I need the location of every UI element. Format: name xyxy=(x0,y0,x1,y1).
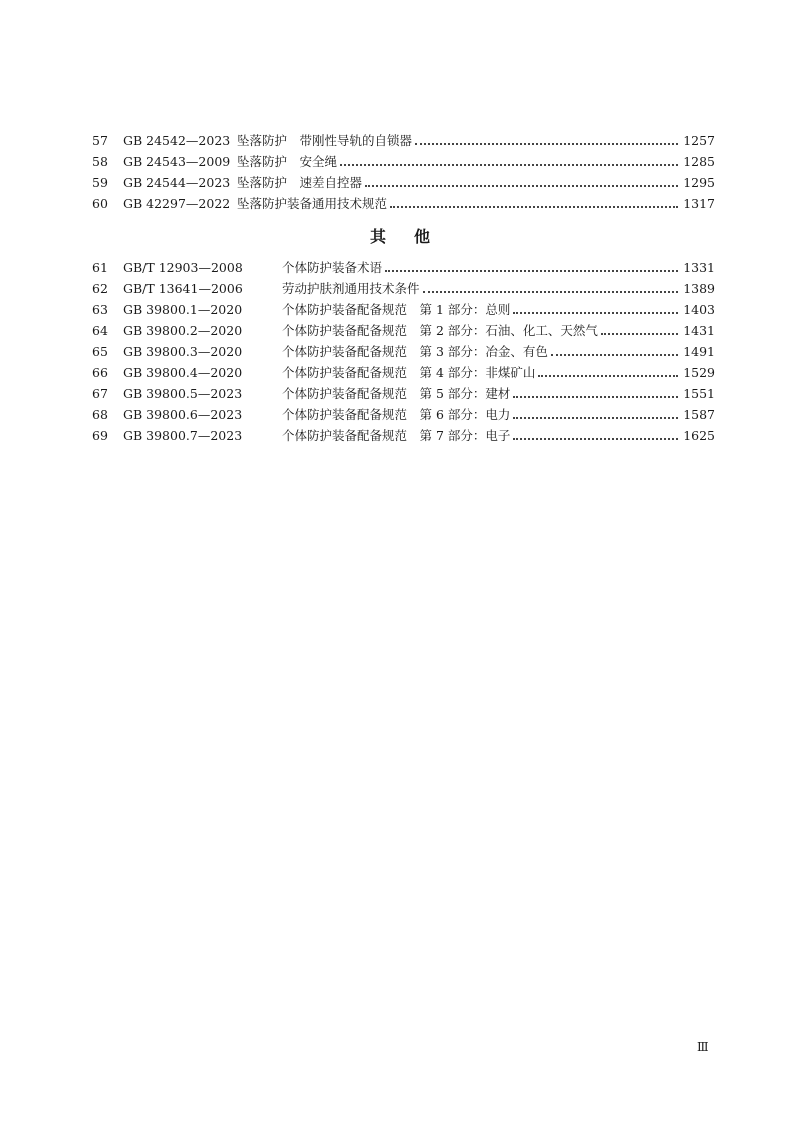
page-number: 1295 xyxy=(683,175,715,190)
page-number: 1625 xyxy=(683,428,715,443)
page-number: 1403 xyxy=(683,302,715,317)
toc-entry[interactable] xyxy=(92,404,715,425)
entry-title: 个体防护装备配备规范 第 2 部分：石油、化工、天然气 xyxy=(282,323,598,338)
entry-number: 60 xyxy=(92,196,108,211)
toc-group-other xyxy=(92,257,715,446)
entry-number: 63 xyxy=(92,302,108,317)
dot-leader xyxy=(390,193,678,214)
page-number: 1257 xyxy=(683,133,715,148)
entry-title: 坠落防护 速差自控器 xyxy=(237,175,363,190)
dot-leader xyxy=(423,278,678,299)
entry-title: 劳动护肤剂通用技术条件 xyxy=(282,281,420,296)
dot-leader xyxy=(365,172,678,193)
entry-number: 61 xyxy=(92,260,108,275)
dot-leader xyxy=(513,299,678,320)
entry-title: 坠落防护 带刚性导轨的自锁器 xyxy=(237,133,413,148)
toc-entry[interactable] xyxy=(92,299,715,320)
page-number: 1317 xyxy=(683,196,715,211)
entry-number: 62 xyxy=(92,281,108,296)
standard-code: GB 24542—2023 xyxy=(123,133,231,148)
dot-leader xyxy=(340,151,678,172)
dot-leader xyxy=(538,362,678,383)
standard-code: GB 24544—2023 xyxy=(123,175,231,190)
dot-leader xyxy=(601,320,678,341)
toc-entry[interactable] xyxy=(92,193,715,214)
entry-number: 65 xyxy=(92,344,108,359)
section-heading-other: 其他 xyxy=(369,227,458,246)
dot-leader xyxy=(415,130,678,151)
standard-code: GB/T 12903—2008 xyxy=(123,260,243,275)
toc-entry[interactable] xyxy=(92,362,715,383)
dot-leader xyxy=(385,257,678,278)
standard-code: GB 39800.5—2023 xyxy=(123,386,243,401)
toc-entry[interactable] xyxy=(92,320,715,341)
standard-code: GB 39800.7—2023 xyxy=(123,428,243,443)
standard-code: GB 42297—2022 xyxy=(123,196,231,211)
toc-group-fall-protection xyxy=(92,130,715,214)
standard-code: GB 39800.6—2023 xyxy=(123,407,243,422)
entry-title: 个体防护装备配备规范 第 1 部分：总则 xyxy=(282,302,511,317)
entry-number: 57 xyxy=(92,133,108,148)
entry-title: 个体防护装备配备规范 第 3 部分：冶金、有色 xyxy=(282,344,548,359)
entry-number: 59 xyxy=(92,175,108,190)
standard-code: GB 39800.4—2020 xyxy=(123,365,243,380)
entry-title: 个体防护装备术语 xyxy=(282,260,383,275)
standard-code: GB/T 13641—2006 xyxy=(123,281,243,296)
entry-number: 68 xyxy=(92,407,108,422)
entry-title: 个体防护装备配备规范 第 5 部分：建材 xyxy=(282,386,511,401)
toc-entry[interactable] xyxy=(92,172,715,193)
toc-entry[interactable] xyxy=(92,130,715,151)
entry-title: 个体防护装备配备规范 第 4 部分：非煤矿山 xyxy=(282,365,536,380)
toc-entry[interactable] xyxy=(92,257,715,278)
entry-title: 个体防护装备配备规范 第 7 部分：电子 xyxy=(282,428,511,443)
entry-number: 67 xyxy=(92,386,108,401)
entry-number: 58 xyxy=(92,154,108,169)
page-number: 1389 xyxy=(683,281,715,296)
entry-number: 64 xyxy=(92,323,108,338)
standard-code: GB 24543—2009 xyxy=(123,154,231,169)
entry-title: 坠落防护 安全绳 xyxy=(237,154,338,169)
dot-leader xyxy=(513,404,678,425)
page-number: 1529 xyxy=(683,365,715,380)
footer-page-number: Ⅲ xyxy=(697,1040,709,1054)
toc-entry[interactable] xyxy=(92,151,715,172)
entry-number: 66 xyxy=(92,365,108,380)
page-number: 1431 xyxy=(683,323,715,338)
toc-entry[interactable] xyxy=(92,425,715,446)
entry-number: 69 xyxy=(92,428,108,443)
standard-code: GB 39800.2—2020 xyxy=(123,323,243,338)
toc-entry[interactable] xyxy=(92,383,715,404)
entry-title: 坠落防护装备通用技术规范 xyxy=(237,196,388,211)
standard-code: GB 39800.1—2020 xyxy=(123,302,243,317)
toc-entry[interactable] xyxy=(92,341,715,362)
page-number: 1587 xyxy=(683,407,715,422)
dot-leader xyxy=(551,341,678,362)
dot-leader xyxy=(513,425,678,446)
entry-title: 个体防护装备配备规范 第 6 部分：电力 xyxy=(282,407,511,422)
dot-leader xyxy=(513,383,678,404)
standard-code: GB 39800.3—2020 xyxy=(123,344,243,359)
page-number: 1491 xyxy=(683,344,715,359)
page-number: 1285 xyxy=(683,154,715,169)
page-number: 1551 xyxy=(683,386,715,401)
toc-entry[interactable] xyxy=(92,278,715,299)
page-number: 1331 xyxy=(683,260,715,275)
